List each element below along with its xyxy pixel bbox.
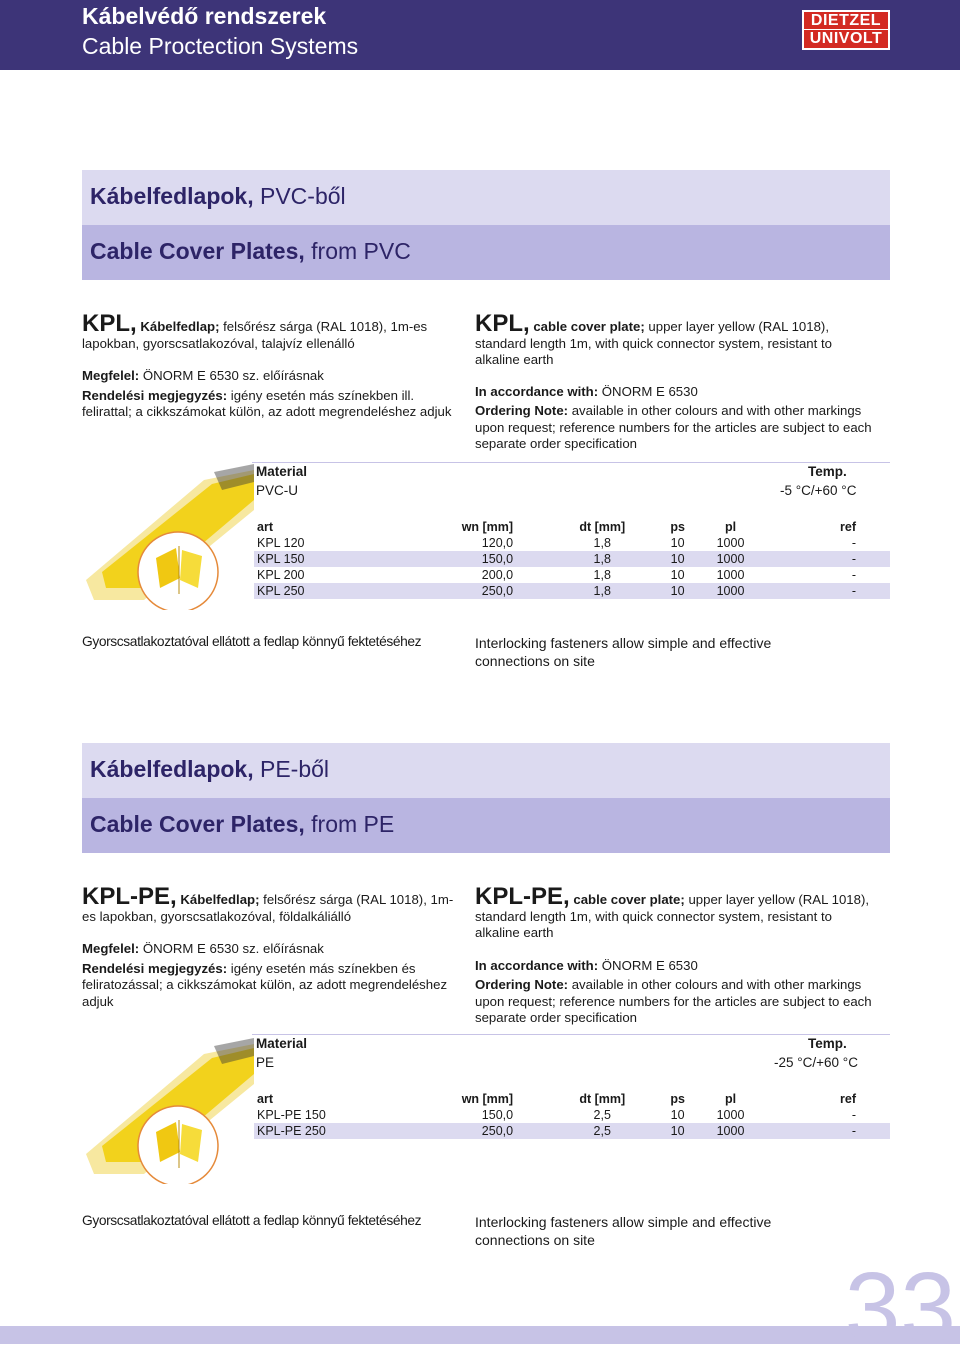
section2-band-hu-text: Kábelfedlapok, PE-ből bbox=[90, 756, 330, 782]
table-row bbox=[254, 535, 890, 551]
table-cell: 150,0 bbox=[481, 1108, 514, 1122]
col-header: ps bbox=[670, 519, 685, 534]
table-cell: 10 bbox=[670, 568, 685, 582]
table-cell: - bbox=[851, 536, 856, 550]
table-cell: 2,5 bbox=[545, 1123, 659, 1139]
table-cell: - bbox=[765, 551, 890, 567]
header-title-en: Cable Proctection Systems bbox=[82, 33, 359, 59]
table-cell: 1,8 bbox=[545, 551, 659, 567]
table-cell: 2,5 bbox=[593, 1108, 611, 1122]
col-header: ref bbox=[840, 1091, 856, 1106]
col-header: wn [mm] bbox=[461, 1091, 514, 1106]
section2-desc-en: KPL-PE, cable cover plate; upper layer yellow (RAL 1018), standard length 1m, with quick connector system, resistant to alkaline earth In accordance with: ÖNORM E 6530 Ordering Note: available in other colours and with other markings upon request; reference numbers for the articles are subject to each separate order specification bbox=[475, 883, 872, 1025]
table-row bbox=[254, 551, 890, 567]
table-header-row bbox=[254, 1090, 890, 1107]
caption-hu: Gyorscsatlakoztatóval ellátott a fedlap könnyű fektetéséhez bbox=[82, 634, 422, 649]
page-number: 33 bbox=[844, 1252, 956, 1364]
section1-desc-en: KPL, cable cover plate; upper layer yellow (RAL 1018), standard length 1m, with quick connector system, resistant to alkaline earth In accordance with: ÖNORM E 6530 Ordering Note: available in other colours and with other markings upon request; reference numbers for the articles are subject to each separate order specification bbox=[475, 310, 872, 451]
table-cell: 1,8 bbox=[593, 568, 611, 582]
section2-desc-hu: KPL-PE, Kábelfedlap; felsőrész sárga (RAL 1018), 1m-es lapokban, gyorscsatlakozóval, földalkáliálló Megfelel: ÖNORM E 6530 sz. előírásnak Rendelési megjegyzés: igény esetén más színekben és feliratozással; a cikkszámokat külön, az adott megrendeléshez adjuk bbox=[82, 883, 454, 1009]
section2-band-en bbox=[82, 798, 890, 853]
col-header: wn [mm] bbox=[461, 519, 514, 534]
material-value: PVC-U bbox=[256, 483, 299, 498]
header-title-hu: Kábelvédő rendszerek bbox=[82, 3, 327, 29]
table-cell: 1000 bbox=[716, 536, 745, 550]
section1-band-en bbox=[82, 225, 890, 280]
table-cell: - bbox=[851, 1108, 856, 1122]
temp-value: -25 °C/+60 °C bbox=[774, 1055, 858, 1070]
product-code: KPL, bbox=[82, 310, 137, 337]
table-cell: 10 bbox=[659, 583, 695, 599]
col-header: ref bbox=[840, 519, 856, 534]
table-cell: 10 bbox=[670, 1108, 685, 1122]
table-cell: 10 bbox=[659, 1123, 695, 1139]
spec-table-kpl-pe bbox=[254, 1090, 890, 1139]
table-cell: KPL 200 bbox=[257, 568, 305, 582]
material-label: Material bbox=[256, 464, 308, 479]
table-cell: 200,0 bbox=[481, 568, 514, 582]
section2-band-hu bbox=[82, 743, 890, 798]
temp-label: Temp. bbox=[808, 1036, 847, 1051]
caption-hu: Gyorscsatlakoztatóval ellátott a fedlap könnyű fektetéséhez bbox=[82, 1213, 422, 1228]
table-cell: KPL 150 bbox=[254, 551, 337, 567]
table-cell: 1000 bbox=[716, 1108, 745, 1122]
section1-band-hu-text: Kábelfedlapok, PVC-ből bbox=[90, 183, 346, 209]
col-header: ps bbox=[670, 1091, 685, 1106]
table-cell: 250,0 bbox=[337, 1123, 545, 1139]
table-cell: 1,8 bbox=[545, 583, 659, 599]
product-code: KPL, bbox=[475, 310, 530, 337]
section1-band-en-text: Cable Cover Plates, from PVC bbox=[90, 238, 411, 264]
footer-bar bbox=[0, 1326, 960, 1344]
product-image-kpl bbox=[84, 460, 256, 610]
product-image-kpl-pe bbox=[84, 1034, 256, 1184]
col-header: pl bbox=[724, 519, 737, 534]
table-cell: - bbox=[765, 1123, 890, 1139]
table-row bbox=[254, 583, 890, 599]
table-cell: 10 bbox=[670, 536, 685, 550]
section2-band-en-text: Cable Cover Plates, from PE bbox=[90, 811, 395, 837]
divider bbox=[252, 462, 890, 463]
caption-en: Interlocking fasteners allow simple and effective connections on site bbox=[475, 635, 772, 669]
caption-en: Interlocking fasteners allow simple and effective connections on site bbox=[475, 1214, 772, 1248]
divider bbox=[252, 1034, 890, 1035]
table-cell: 120,0 bbox=[481, 536, 514, 550]
spec-table-kpl bbox=[254, 518, 890, 599]
table-cell: - bbox=[765, 583, 890, 599]
table-header-row bbox=[254, 518, 890, 535]
product-code: KPL-PE, bbox=[82, 883, 177, 910]
col-header: art bbox=[257, 1091, 273, 1106]
table-cell: 1000 bbox=[696, 583, 765, 599]
temp-value: -5 °C/+60 °C bbox=[780, 483, 857, 498]
col-header: pl bbox=[724, 1091, 737, 1106]
table-cell: KPL-PE 250 bbox=[254, 1123, 337, 1139]
table-cell: 1000 bbox=[696, 1123, 765, 1139]
table-row bbox=[254, 1123, 890, 1139]
temp-label: Temp. bbox=[808, 464, 847, 479]
section1-band-hu bbox=[82, 170, 890, 225]
table-cell: 1000 bbox=[716, 568, 745, 582]
table-row bbox=[254, 567, 890, 583]
product-code: KPL-PE, bbox=[475, 883, 570, 910]
material-value: PE bbox=[256, 1055, 275, 1070]
table-cell: KPL 250 bbox=[254, 583, 337, 599]
table-cell: 1,8 bbox=[593, 536, 611, 550]
section1-desc-hu: KPL, Kábelfedlap; felsőrész sárga (RAL 1018), 1m-es lapokban, gyorscsatlakozóval, talajvíz ellenálló Megfelel: ÖNORM E 6530 sz. előírásnak Rendelési megjegyzés: igény esetén más színekben ill. felirattal; a cikkszámokat külön, az adott megrendeléshez adjuk bbox=[82, 310, 452, 419]
table-cell: 1000 bbox=[696, 551, 765, 567]
table-cell: 250,0 bbox=[337, 583, 545, 599]
table-cell: KPL-PE 150 bbox=[257, 1108, 326, 1122]
table-cell: 150,0 bbox=[337, 551, 545, 567]
material-label: Material bbox=[256, 1036, 308, 1051]
col-header: art bbox=[257, 519, 273, 534]
table-cell: KPL 120 bbox=[257, 536, 305, 550]
brand-logo bbox=[802, 10, 890, 50]
col-header: dt [mm] bbox=[579, 519, 626, 534]
col-header: dt [mm] bbox=[579, 1091, 626, 1106]
logo-bottom-text: UNIVOLT bbox=[804, 30, 888, 48]
logo-top-text: DIETZEL bbox=[804, 12, 888, 29]
table-cell: - bbox=[851, 568, 856, 582]
table-row bbox=[254, 1107, 890, 1123]
table-cell: 10 bbox=[659, 551, 695, 567]
